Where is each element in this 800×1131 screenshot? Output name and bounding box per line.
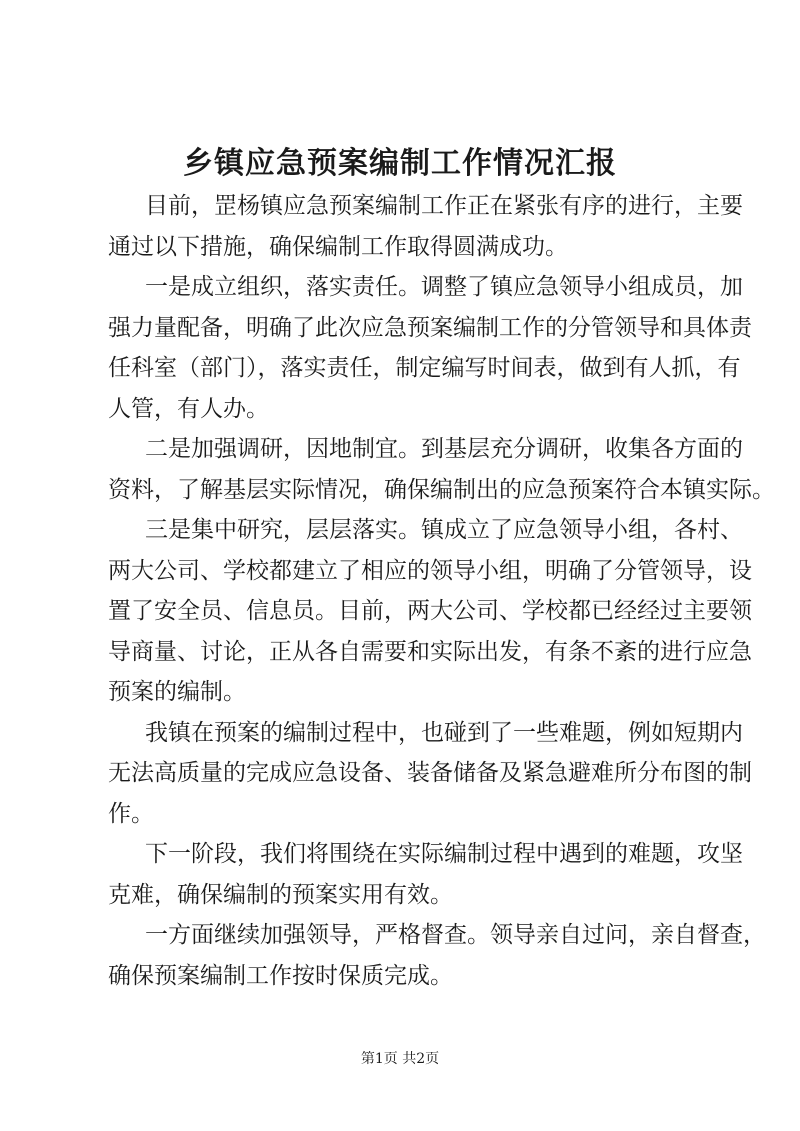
paragraph-line: 任科室（部门），落实责任，制定编写时间表，做到有人抓，有 <box>108 355 741 381</box>
document-title: 乡镇应急预案编制工作情况汇报 <box>183 146 617 181</box>
paragraph-line: 导商量、讨论，正从各自需要和实际出发，有条不紊的进行应急 <box>108 638 752 665</box>
paragraph <box>108 510 752 713</box>
paragraph-line: 两大公司、学校都建立了相应的领导小组，明确了分管领导，设 <box>108 557 752 584</box>
paragraph <box>108 186 743 267</box>
paragraph-line: 二是加强调研，因地制宜。到基层充分调研，收集各方面的 <box>145 436 743 462</box>
document-body <box>108 186 775 996</box>
paragraph-line: 目前，罡杨镇应急预案编制工作正在紧张有序的进行，主要 <box>145 193 743 219</box>
paragraph-line: 作。 <box>108 800 154 827</box>
paragraph <box>108 834 743 915</box>
paragraph-line: 一是成立组织，落实责任。调整了镇应急领导小组成员，加 <box>145 274 743 300</box>
paragraph <box>108 429 775 510</box>
paragraph-line: 预案的编制。 <box>108 679 246 705</box>
paragraph-line: 确保预案编制工作按时保质完成。 <box>108 962 453 989</box>
paragraph-line: 人管，有人办。 <box>108 395 269 422</box>
paragraph-line: 下一阶段，我们将围绕在实际编制过程中遇到的难题，攻坚 <box>145 841 743 867</box>
paragraph-line: 通过以下措施，确保编制工作取得圆满成功。 <box>108 233 568 260</box>
paragraph-line: 无法高质量的完成应急设备、装备储备及紧急避难所分布图的制 <box>108 760 752 786</box>
paragraph-line: 三是集中研究，层层落实。镇成立了应急领导小组，各村、 <box>145 517 743 543</box>
paragraph-line: 我镇在预案的编制过程中，也碰到了一些难题，例如短期内 <box>145 719 743 746</box>
paragraph-line: 资料，了解基层实际情况，确保编制出的应急预案符合本镇实际。 <box>108 476 775 503</box>
paragraph <box>108 915 766 996</box>
paragraph <box>108 267 752 429</box>
paragraph-line: 强力量配备，明确了此次应急预案编制工作的分管领导和具体责 <box>108 314 752 341</box>
paragraph-line: 克难，确保编制的预案实用有效。 <box>108 881 453 908</box>
paragraph <box>108 713 752 835</box>
page-number-footer: 第1页 共2页 <box>360 1051 440 1067</box>
paragraph-line: 置了安全员、信息员。目前，两大公司、学校都已经经过主要领 <box>108 598 752 624</box>
paragraph-line: 一方面继续加强领导，严格督查。领导亲自过问，亲自督查， <box>145 922 766 948</box>
